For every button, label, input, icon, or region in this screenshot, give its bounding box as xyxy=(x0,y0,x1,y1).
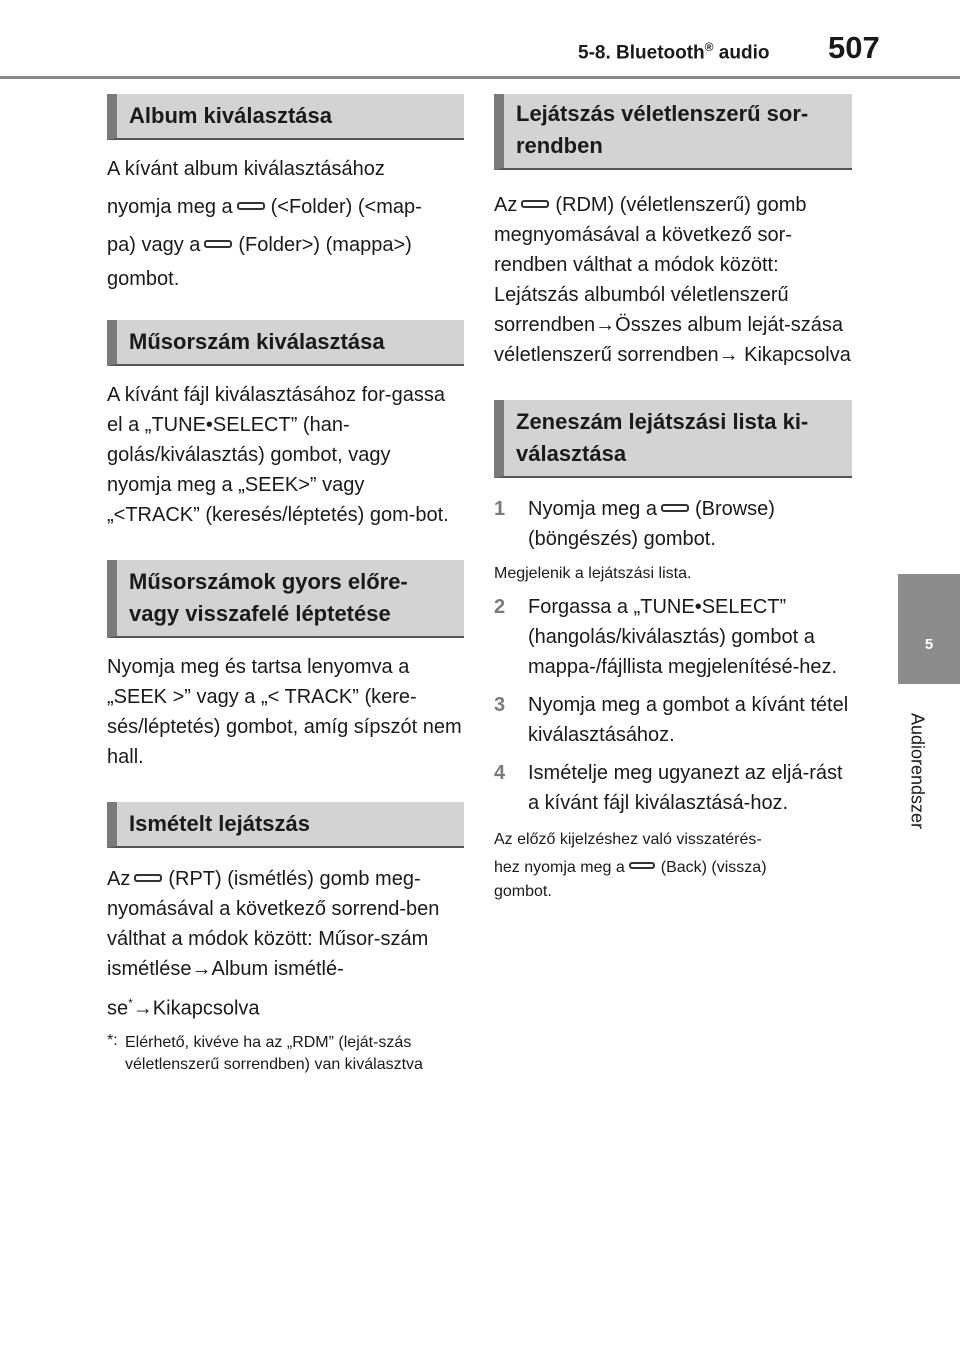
playlist-heading: Zeneszám lejátszási lista ki-választása xyxy=(494,400,852,478)
folder-next-button-icon xyxy=(204,240,232,248)
random-heading: Lejátszás véletlenszerű sor-rendben xyxy=(494,94,852,170)
repeat-text: Az (RPT) (ismétlés) gomb meg- nyomásával a következő sorrend-ben válthat a módok között: Műsor-szám ismétlése→Album ismétlé- se*→Kikapcsolva xyxy=(107,868,440,1020)
album-heading: Album kiválasztása xyxy=(107,94,464,140)
album-text: A kívánt album kiválasztásához nyomja meg a (<Folder) (<map- pa) vagy a (Folder>) (mappa>) gombot. xyxy=(107,158,422,290)
section-title: 5-8. Bluetooth® audio xyxy=(578,40,770,64)
random-text: Az (RDM) (véletlenszerű) gomb megnyomásával a következő sor-rendben válthat a módok között: Lejátszás albumból véletlenszerű sorrendben→Összes album leját-szása véletlenszerű sorrendben→ Kikapcsolva xyxy=(494,194,851,366)
step-1: 1 Nyomja meg a (Browse) (böngészés) gombot. xyxy=(494,498,775,550)
rpt-button-icon xyxy=(134,874,162,882)
footnote: *: Elérhető, kivéve ha az „RDM” (leját-szás véletlenszerű sorrendben) van kiválasztva xyxy=(107,1031,423,1073)
header-divider xyxy=(0,76,960,79)
fast-heading: Műsorszámok gyors előre- vagy visszafelé léptetése xyxy=(107,560,464,638)
step-4: 4 Ismételje meg ugyanezt az eljá-rást a kívánt fájl kiválasztásá-hoz. xyxy=(494,762,843,814)
rdm-button-icon xyxy=(521,200,549,208)
back-button-icon xyxy=(629,862,655,869)
left-column xyxy=(107,94,464,1076)
note-back: Az előző kijelzéshez való visszatérés- hez nyomja meg a (Back) (vissza) gombot. xyxy=(494,831,767,900)
step-3: 3 Nyomja meg a gombot a kívánt tétel kiválasztásához. xyxy=(494,694,849,746)
track-text: A kívánt fájl kiválasztásához for-gassa el a „TUNE•SELECT” (han-golás/kiválasztás) gombot, vagy nyomja meg a „SEEK>” vagy „<TRACK” (keresés/léptetés) gom-bot. xyxy=(107,384,449,526)
step-2: 2 Forgassa a „TUNE•SELECT” (hangolás/kiválasztás) gombot a mappa-/fájllista megjelenítésé-hez. xyxy=(494,596,838,678)
page-number: 507 xyxy=(828,30,880,65)
chapter-tab-label: Audiorendszer xyxy=(907,712,928,830)
note-playlist: Megjelenik a lejátszási lista. xyxy=(494,565,692,582)
chapter-tab-number: 5 xyxy=(898,574,960,684)
track-heading: Műsorszám kiválasztása xyxy=(107,320,464,366)
repeat-heading: Ismételt lejátszás xyxy=(107,802,464,848)
browse-button-icon xyxy=(661,504,689,512)
right-column xyxy=(494,94,852,904)
folder-prev-button-icon xyxy=(237,202,265,210)
fast-text: Nyomja meg és tartsa lenyomva a „SEEK >” vagy a „< TRACK” (kere-sés/léptetés) gombot, amíg sípszót nem hall. xyxy=(107,656,462,768)
